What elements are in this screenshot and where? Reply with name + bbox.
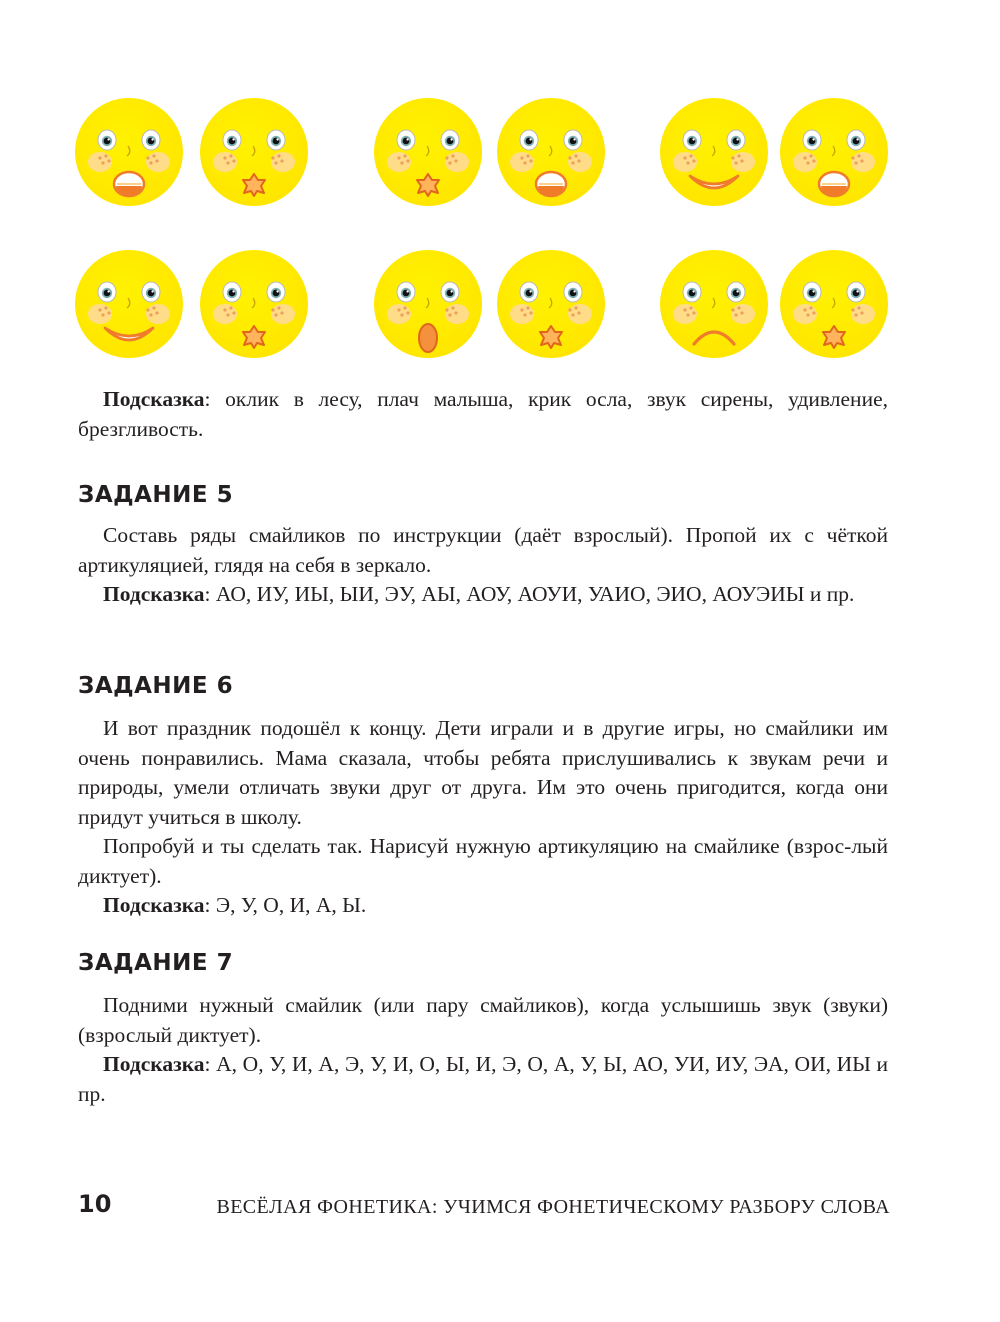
- task7-heading: ЗАДАНИЕ 7: [78, 950, 234, 976]
- task6-hint: : Э, У, О, И, А, Ы.: [204, 893, 367, 917]
- task6-paragraph-1: И вот праздник подошёл к концу. Дети играли и в другие игры, но смайлики им очень понравились. Мама сказала, чтобы ребята прислушивались к звукам речи и природы, умели отличать звуки друг от друга. Им это очень пригодится, когда они придут учиться в школу.: [78, 716, 888, 829]
- smiley-open-round: [778, 96, 890, 208]
- task5-hint: : АО, ИУ, ИЫ, ЫИ, ЭУ, АЫ, АОУ, АОУИ, УАИО, ЭИО, АОУЭИЫ и пр.: [204, 582, 855, 606]
- smiley-star-pout: [198, 248, 310, 360]
- task6-heading: ЗАДАНИЕ 6: [78, 673, 234, 699]
- task6-paragraph-2: Попробуй и ты сделать так. Нарисуй нужную артикуляцию на смайлике (взрос-лый диктует).: [78, 834, 888, 888]
- hint-label: Подсказка: [103, 893, 205, 917]
- smiley-smile: [658, 96, 770, 208]
- task5-paragraph: Составь ряды смайликов по инструкции (даёт взрослый). Пропой их с чёткой артикуляцией, глядя на себя в зеркало.: [78, 523, 888, 577]
- smiley-oval-surprise: [372, 248, 484, 360]
- smiley-grid: [0, 0, 1000, 380]
- task7-body: [78, 991, 888, 1109]
- task6-body: [78, 714, 888, 921]
- smiley-open-round: [495, 96, 607, 208]
- running-title: ВЕСЁЛАЯ ФОНЕТИКА: УЧИМСЯ ФОНЕТИЧЕСКОМУ РАЗБОРУ СЛОВА: [216, 1196, 890, 1218]
- hint-label: Подсказка: [103, 1052, 205, 1076]
- hint-text: : оклик в лесу, плач малыша, крик осла, звук сирены, удивление, брезгливость.: [78, 387, 888, 441]
- task5-body: [78, 521, 888, 610]
- task7-paragraph: Подними нужный смайлик (или пару смайликов), когда услышишь звук (звуки) (взрослый диктует).: [78, 993, 888, 1047]
- hint-label: Подсказка: [103, 387, 205, 411]
- smiley-star-pout: [198, 96, 310, 208]
- smiley-star-pout: [372, 96, 484, 208]
- page-number: 10: [78, 1190, 112, 1218]
- smiley-star-pout: [495, 248, 607, 360]
- smiley-star-pout: [778, 248, 890, 360]
- hint-label: Подсказка: [103, 582, 205, 606]
- task7-hint: : А, О, У, И, А, Э, У, И, О, Ы, И, Э, О, А, У, Ы, АО, УИ, ИУ, ЭА, ОИ, ИЫ и пр.: [78, 1052, 888, 1106]
- smiley-frown: [658, 248, 770, 360]
- task5-heading: ЗАДАНИЕ 5: [78, 482, 234, 508]
- smiley-smile: [73, 248, 185, 360]
- hint-paragraph-1: [78, 385, 888, 444]
- smiley-open-round: [73, 96, 185, 208]
